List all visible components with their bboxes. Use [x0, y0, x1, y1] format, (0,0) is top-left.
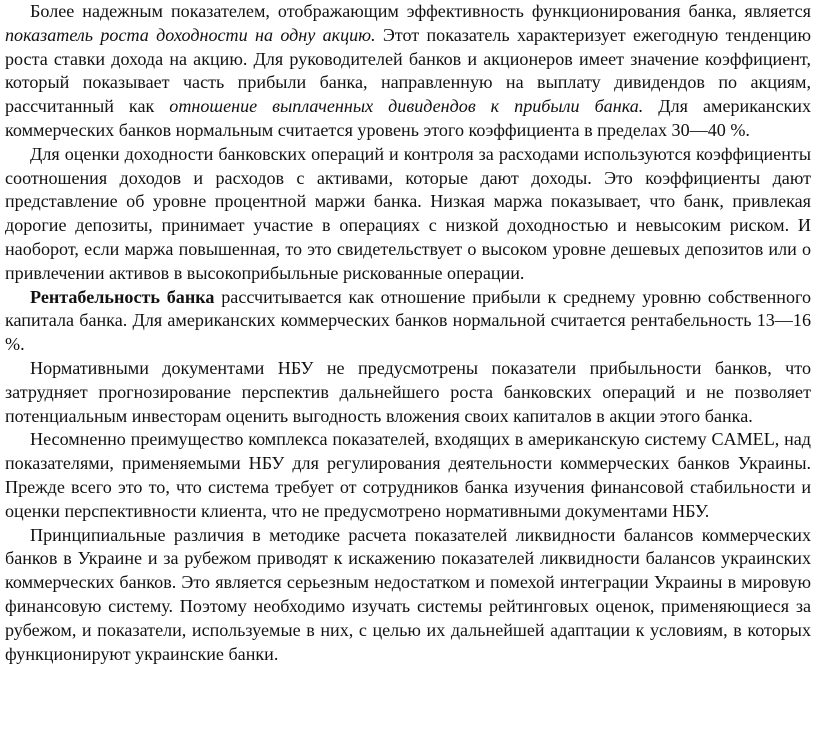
bold-term-profitability: Рентабельность банка — [30, 286, 215, 307]
paragraph-profitability — [5, 286, 811, 357]
italic-term-share-yield: показатель роста доходности на одну акцию. — [5, 24, 376, 45]
text-segment: Для американских коммерческих банков нормальным считается уровень этого коэффициента в пределах 30—40 %. — [5, 96, 812, 140]
text-segment: Более надежным показателем, отображающим эффективность функционирования банка, является — [30, 1, 811, 21]
italic-term-dividend-ratio: отношение выплаченных дивидендов к прибыли банка. — [169, 96, 644, 117]
text-segment: Принципиальные различия в методике расчета показателей ликвидности балансов коммерческих банков в Украине и за рубежом приводят к искажению показателей ликвидности балансов украинских коммерческих банков. Это является серьезным недостатком и помехой интеграции Украины в мировую финансовую систему. Поэтому необходимо изучать системы рейтинговых оценок, применяющиеся за рубежом, и показатели, используемые в них, с целью их дальнейшей адаптации к условиям, в которых функционируют украинские банки. — [5, 524, 811, 664]
text-segment: Этот показатель характеризует ежегодную тенденцию роста ставки дохода на акцию. Для руководителей банков и акционеров имеет значение коэффициент, который показывает часть прибыли банка, направленную на выплату дивидендов по акциям, рассчитанный как — [5, 24, 811, 117]
paragraph-camel-system — [5, 428, 811, 523]
paragraph-profit-per-share — [5, 0, 811, 143]
paragraph-margin-analysis — [5, 143, 811, 286]
text-segment: Нормативными документами НБУ не предусмотрены показатели прибыльности банков, что затрудняет прогнозирование перспектив дальнейшего роста банковских операций и не позволяет потенциальным инвесторам оценить выгодность вложения своих капиталов в акции этого банка. — [5, 357, 811, 426]
text-segment: Несомненно преимущество комплекса показателей, входящих в американскую систему CAMEL, над показателями, применяемыми НБУ для регулирования деятельности коммерческих банков Украины. Прежде всего это то, что система требует от сотрудников банка изучения финансовой стабильности и оценки перспективности клиента, что не предусмотрено нормативными документами НБУ. — [5, 429, 811, 521]
text-segment: Для оценки доходности банковских операций и контроля за расходами используются коэффициенты соотношения доходов и расходов с активами, которые дают доходы. Это коэффициенты дают представление об уровне процентной маржи банка. Низкая маржа показывает, что банк, привлекая дорогие депозиты, принимает участие в операциях с низкой доходностью и невысоким риском. И наоборот, если маржа повышенная, то это свидетельствует о высоком уровне дешевых депозитов или о привлечении активов в высокоприбыльные рискованные операции. — [5, 143, 811, 283]
paragraph-nbu-norms — [5, 357, 811, 428]
paragraph-liquidity-differences — [5, 524, 811, 667]
text-segment: рассчитывается как отношение прибыли к среднему уровню собственного капитала банка. Для американских коммерческих банков нормальной считается рентабельность 13—16 %. — [5, 286, 812, 355]
